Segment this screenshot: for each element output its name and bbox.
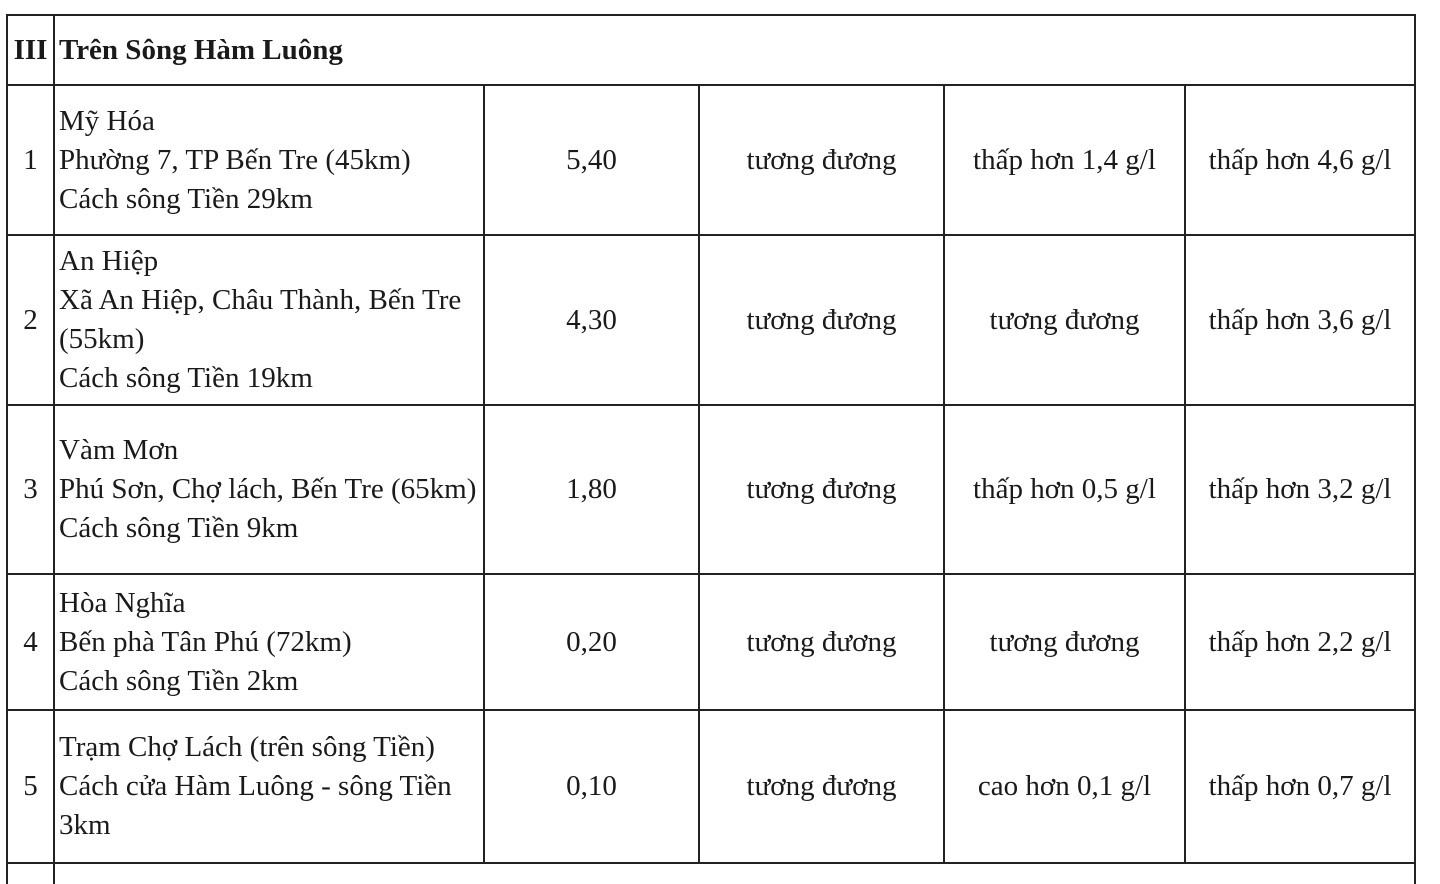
row-index: 4 [7, 574, 54, 710]
comparison-2: cao hơn 0,1 g/l [944, 710, 1185, 863]
comparison-1: tương đương [699, 405, 944, 574]
section-number: III [7, 15, 54, 85]
station-address: Phường 7, TP Bến Tre (45km) [59, 143, 411, 176]
table-row [7, 85, 1415, 235]
comparison-2: tương đương [944, 574, 1185, 710]
comparison-3: thấp hơn 0,7 g/l [1185, 710, 1415, 863]
empty-cell [7, 863, 54, 884]
station-distance: Cách sông Tiền 29km [59, 182, 313, 215]
comparison-2: tương đương [944, 235, 1185, 405]
station-location [54, 235, 484, 405]
salinity-value: 5,40 [484, 85, 699, 235]
row-index: 2 [7, 235, 54, 405]
comparison-3: thấp hơn 3,6 g/l [1185, 235, 1415, 405]
salinity-value: 0,10 [484, 710, 699, 863]
station-distance: Cách sông Tiền 9km [59, 512, 299, 544]
station-address: Phú Sơn, Chợ lách, Bến Tre (65km) [59, 473, 477, 505]
station-name: Vàm Mơn [59, 434, 179, 466]
comparison-3: thấp hơn 4,6 g/l [1185, 85, 1415, 235]
station-location [54, 85, 484, 235]
comparison-1: tương đương [699, 235, 944, 405]
station-name: Trạm Chợ Lách (trên sông Tiền) [59, 731, 435, 763]
salinity-value: 4,30 [484, 235, 699, 405]
table-row [7, 405, 1415, 574]
comparison-2: thấp hơn 1,4 g/l [944, 85, 1185, 235]
salinity-table [6, 14, 1416, 884]
station-address: Bến phà Tân Phú (72km) [59, 625, 352, 658]
station-location [54, 405, 484, 574]
table-row [7, 235, 1415, 405]
row-index: 1 [7, 85, 54, 235]
salinity-value: 1,80 [484, 405, 699, 574]
station-distance: Cách sông Tiền 19km [59, 362, 313, 394]
row-index: 3 [7, 405, 54, 574]
station-name: Hòa Nghĩa [59, 586, 186, 619]
station-location [54, 574, 484, 710]
empty-cell [54, 863, 1415, 884]
section-header-row [7, 15, 1415, 85]
station-location [54, 710, 484, 863]
station-name: An Hiệp [59, 245, 159, 277]
table-row [7, 710, 1415, 863]
station-address: Cách cửa Hàm Luông - sông Tiền 3km [59, 770, 452, 841]
comparison-1: tương đương [699, 574, 944, 710]
row-index: 5 [7, 710, 54, 863]
table-row [7, 574, 1415, 710]
station-distance: Cách sông Tiền 2km [59, 664, 299, 697]
comparison-3: thấp hơn 3,2 g/l [1185, 405, 1415, 574]
station-name: Mỹ Hóa [59, 104, 155, 137]
comparison-3: thấp hơn 2,2 g/l [1185, 574, 1415, 710]
comparison-2: thấp hơn 0,5 g/l [944, 405, 1185, 574]
section-title: Trên Sông Hàm Luông [54, 15, 1415, 85]
station-address: Xã An Hiệp, Châu Thành, Bến Tre (55km) [59, 284, 462, 355]
comparison-1: tương đương [699, 85, 944, 235]
comparison-1: tương đương [699, 710, 944, 863]
salinity-value: 0,20 [484, 574, 699, 710]
table-row-cut-off [7, 863, 1415, 884]
